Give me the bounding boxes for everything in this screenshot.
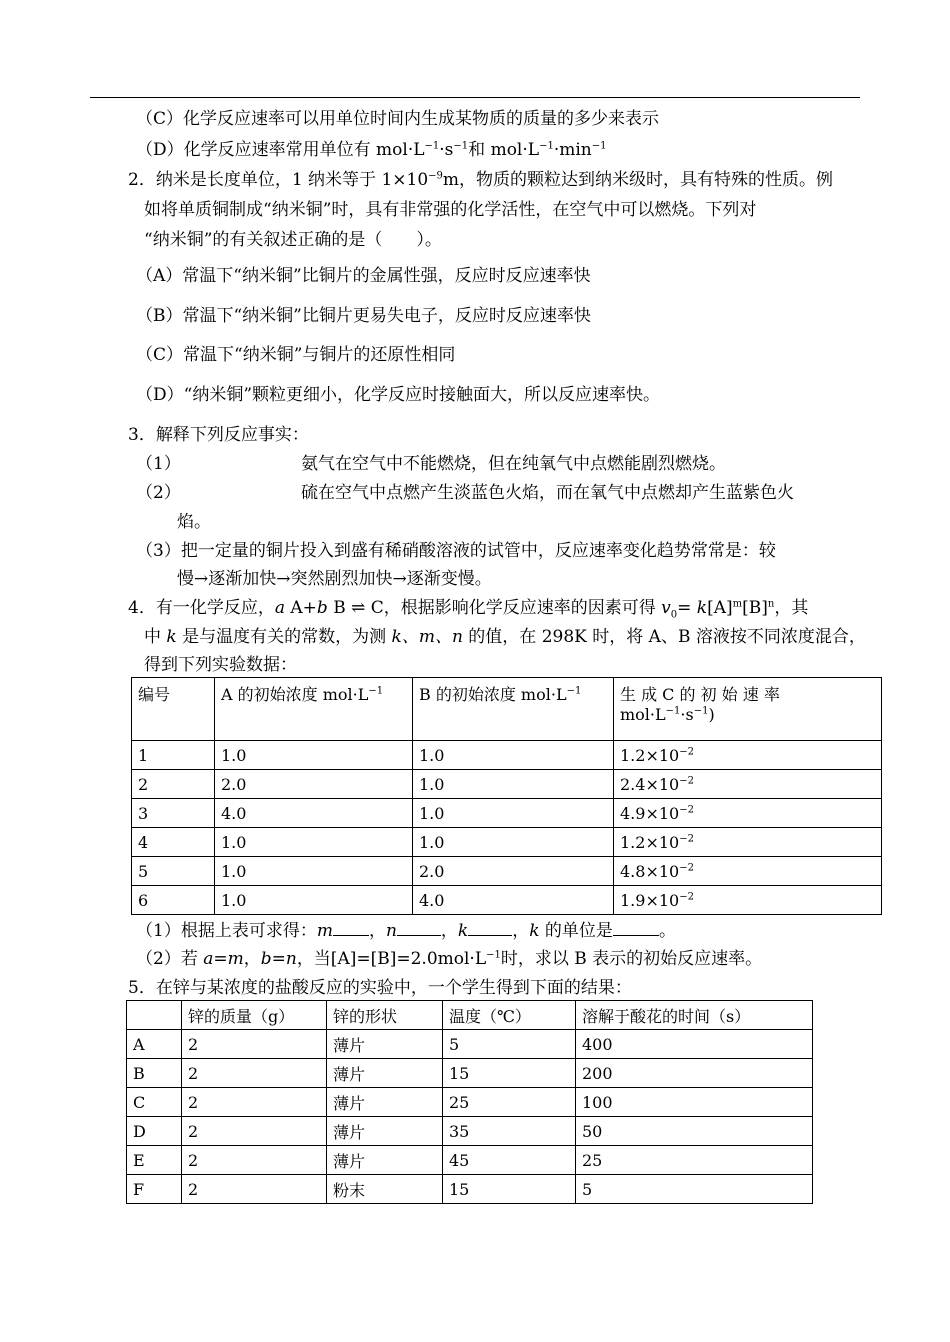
- table-cell: 薄片: [327, 1146, 443, 1175]
- table-cell: 15: [443, 1175, 576, 1204]
- table-cell: 400: [576, 1030, 813, 1059]
- q4-stem-line2: 中 k 是与温度有关的常数，为测 k、m、n 的值，在 298K 时，将 A、B 溶液按不同浓度混合，: [144, 627, 866, 647]
- q4-subquestion-2: （2）若 a=m，b=n，当$[A]=[B]=2.0mol\cdot L^{-1}$时，求以 B 表示的初始反应速率。: [136, 949, 763, 969]
- table-cell: 薄片: [327, 1117, 443, 1146]
- table-row: [132, 886, 882, 915]
- table-cell: 3: [132, 799, 215, 828]
- table-cell: A: [127, 1030, 182, 1059]
- q2-stem-line2: 如将单质铜制成“纳米铜”时，具有非常强的化学活性，在空气中可以燃烧。下列对: [144, 200, 757, 220]
- table-header-cell: 溶解于酸花的时间（s）: [576, 1001, 813, 1030]
- table-header-cell: 锌的质量（g）: [182, 1001, 327, 1030]
- table-cell: 25: [576, 1146, 813, 1175]
- table-cell: 5: [576, 1175, 813, 1204]
- table-cell: 薄片: [327, 1088, 443, 1117]
- table-cell: 薄片: [327, 1059, 443, 1088]
- header-rule: [90, 97, 860, 98]
- table-cell: 粉末: [327, 1175, 443, 1204]
- table-cell: 100: [576, 1088, 813, 1117]
- table-cell: B: [127, 1059, 182, 1088]
- table-cell: C: [127, 1088, 182, 1117]
- table-header-cell: 温度（℃）: [443, 1001, 576, 1030]
- q3-part2: （2）: [136, 483, 181, 503]
- table-cell: 15: [443, 1059, 576, 1088]
- q4-data-table: [131, 677, 882, 915]
- table-cell: 2: [182, 1088, 327, 1117]
- table-row: [127, 1146, 813, 1175]
- table-header-row: [127, 1001, 813, 1030]
- q4-subquestion-1: （1）根据上表可求得：m ，n ，k ，k 的单位是 。: [136, 921, 676, 941]
- table-cell: 1.0: [215, 857, 413, 886]
- table-cell: 2.0: [215, 770, 413, 799]
- table-cell: 35: [443, 1117, 576, 1146]
- table-cell: 2.0: [413, 857, 614, 886]
- table-cell: 4.0: [413, 886, 614, 915]
- q2-option-a: （A）常温下“纳米铜”比铜片的金属性强，反应时反应速率快: [136, 266, 591, 286]
- table-header-row: [132, 678, 882, 741]
- table-cell: 2: [182, 1146, 327, 1175]
- table-cell: 2: [182, 1030, 327, 1059]
- table-cell: 2: [182, 1117, 327, 1146]
- table-row: [127, 1030, 813, 1059]
- table-cell: $1.2\times 10^{-2}$: [614, 741, 882, 770]
- table-cell: 45: [443, 1146, 576, 1175]
- q3-part3: （3）把一定量的铜片投入到盛有稀硝酸溶液的试管中，反应速率变化趋势常常是：较: [136, 541, 776, 561]
- table-cell: 1: [132, 741, 215, 770]
- table-cell: 4.0: [215, 799, 413, 828]
- q4-stem-line3: 得到下列实验数据：: [144, 655, 297, 675]
- table-cell: 4: [132, 828, 215, 857]
- q2-option-b: （B）常温下“纳米铜”比铜片更易失电子，反应时反应速率快: [136, 306, 591, 326]
- table-cell: E: [127, 1146, 182, 1175]
- table-row: [127, 1088, 813, 1117]
- table-cell: 1.0: [413, 741, 614, 770]
- table-row: [127, 1117, 813, 1146]
- q4-stem-line1: 4．有一化学反应，a A+b B ⇌ C，根据影响化学反应速率的因素可得 $v_0= k[A]^m[B]^n$，其: [128, 598, 809, 621]
- table-cell: 5: [132, 857, 215, 886]
- table-cell: 1.0: [215, 886, 413, 915]
- table-cell: 1.0: [215, 828, 413, 857]
- table-cell: 200: [576, 1059, 813, 1088]
- table-header-cell: 编号: [132, 678, 215, 741]
- answer-blank-k[interactable]: [468, 919, 512, 936]
- q2-stem-line1: 2．纳米是长度单位，1 纳米等于 $1\times 10^{-9}m$，物质的颗粒达到纳米级时，具有特殊的性质。例: [128, 170, 834, 190]
- table-cell: 2: [182, 1175, 327, 1204]
- table-row: [132, 799, 882, 828]
- q5-title: 5．在锌与某浓度的盐酸反应的实验中，一个学生得到下面的结果：: [128, 978, 632, 998]
- table-row: [127, 1059, 813, 1088]
- table-cell: 25: [443, 1088, 576, 1117]
- q3-part2-text: 硫在空气中点燃产生淡蓝色火焰，而在氧气中点燃却产生蓝紫色火: [301, 483, 794, 503]
- table-row: [132, 828, 882, 857]
- answer-blank-m[interactable]: [333, 919, 369, 936]
- q3-part2-cont: 焰。: [177, 512, 211, 532]
- q1-option-d: （D）化学反应速率常用单位有 $mol\cdot L^{-1}\cdot s^{-1}$和 $mol\cdot L^{-1}\cdot\min^{-1}$: [136, 140, 607, 160]
- table-header-cell: A 的初始浓度 $mol\cdot L^{-1}$: [215, 678, 413, 741]
- table-cell: 1.0: [413, 828, 614, 857]
- q3-title: 3．解释下列反应事实：: [128, 425, 309, 445]
- table-cell: $4.9\times 10^{-2}$: [614, 799, 882, 828]
- answer-blank-unit[interactable]: [613, 919, 659, 936]
- q2-stem-line3: “纳米铜”的有关叙述正确的是（ ）。: [144, 230, 442, 250]
- table-cell: 2: [132, 770, 215, 799]
- q3-part1: （1）: [136, 454, 181, 474]
- q3-part1-text: 氨气在空气中不能燃烧，但在纯氧气中点燃能剧烈燃烧。: [301, 454, 726, 474]
- table-row: [132, 741, 882, 770]
- q5-data-table: [126, 1000, 813, 1204]
- table-header-cell: [127, 1001, 182, 1030]
- table-row: [127, 1175, 813, 1204]
- answer-blank-n[interactable]: [397, 919, 441, 936]
- table-cell: 1.0: [413, 770, 614, 799]
- table-cell: $1.2\times 10^{-2}$: [614, 828, 882, 857]
- table-cell: $4.8\times 10^{-2}$: [614, 857, 882, 886]
- table-cell: 薄片: [327, 1030, 443, 1059]
- q1-option-c: （C）化学反应速率可以用单位时间内生成某物质的质量的多少来表示: [136, 109, 660, 129]
- table-header-cell: B 的初始浓度 $mol\cdot L^{-1}$: [413, 678, 614, 741]
- table-cell: 50: [576, 1117, 813, 1146]
- table-cell: 1.0: [413, 799, 614, 828]
- table-header-cell: 锌的形状: [327, 1001, 443, 1030]
- table-cell: 5: [443, 1030, 576, 1059]
- table-cell: $1.9\times 10^{-2}$: [614, 886, 882, 915]
- table-cell: $2.4\times 10^{-2}$: [614, 770, 882, 799]
- table-row: [132, 857, 882, 886]
- table-cell: 2: [182, 1059, 327, 1088]
- table-cell: 1.0: [215, 741, 413, 770]
- table-cell: 6: [132, 886, 215, 915]
- q2-option-d: （D）“纳米铜”颗粒更细小，化学反应时接触面大，所以反应速率快。: [136, 385, 661, 405]
- q2-option-c: （C）常温下“纳米铜”与铜片的还原性相同: [136, 345, 456, 365]
- q3-part3-cont: 慢→逐渐加快→突然剧烈加快→逐渐变慢。: [177, 569, 492, 589]
- table-cell: F: [127, 1175, 182, 1204]
- table-header-cell: 生 成 C 的 初 始 速 率 $mol\cdot L^{-1}\cdot s^{-1}$): [614, 678, 882, 741]
- table-row: [132, 770, 882, 799]
- table-cell: D: [127, 1117, 182, 1146]
